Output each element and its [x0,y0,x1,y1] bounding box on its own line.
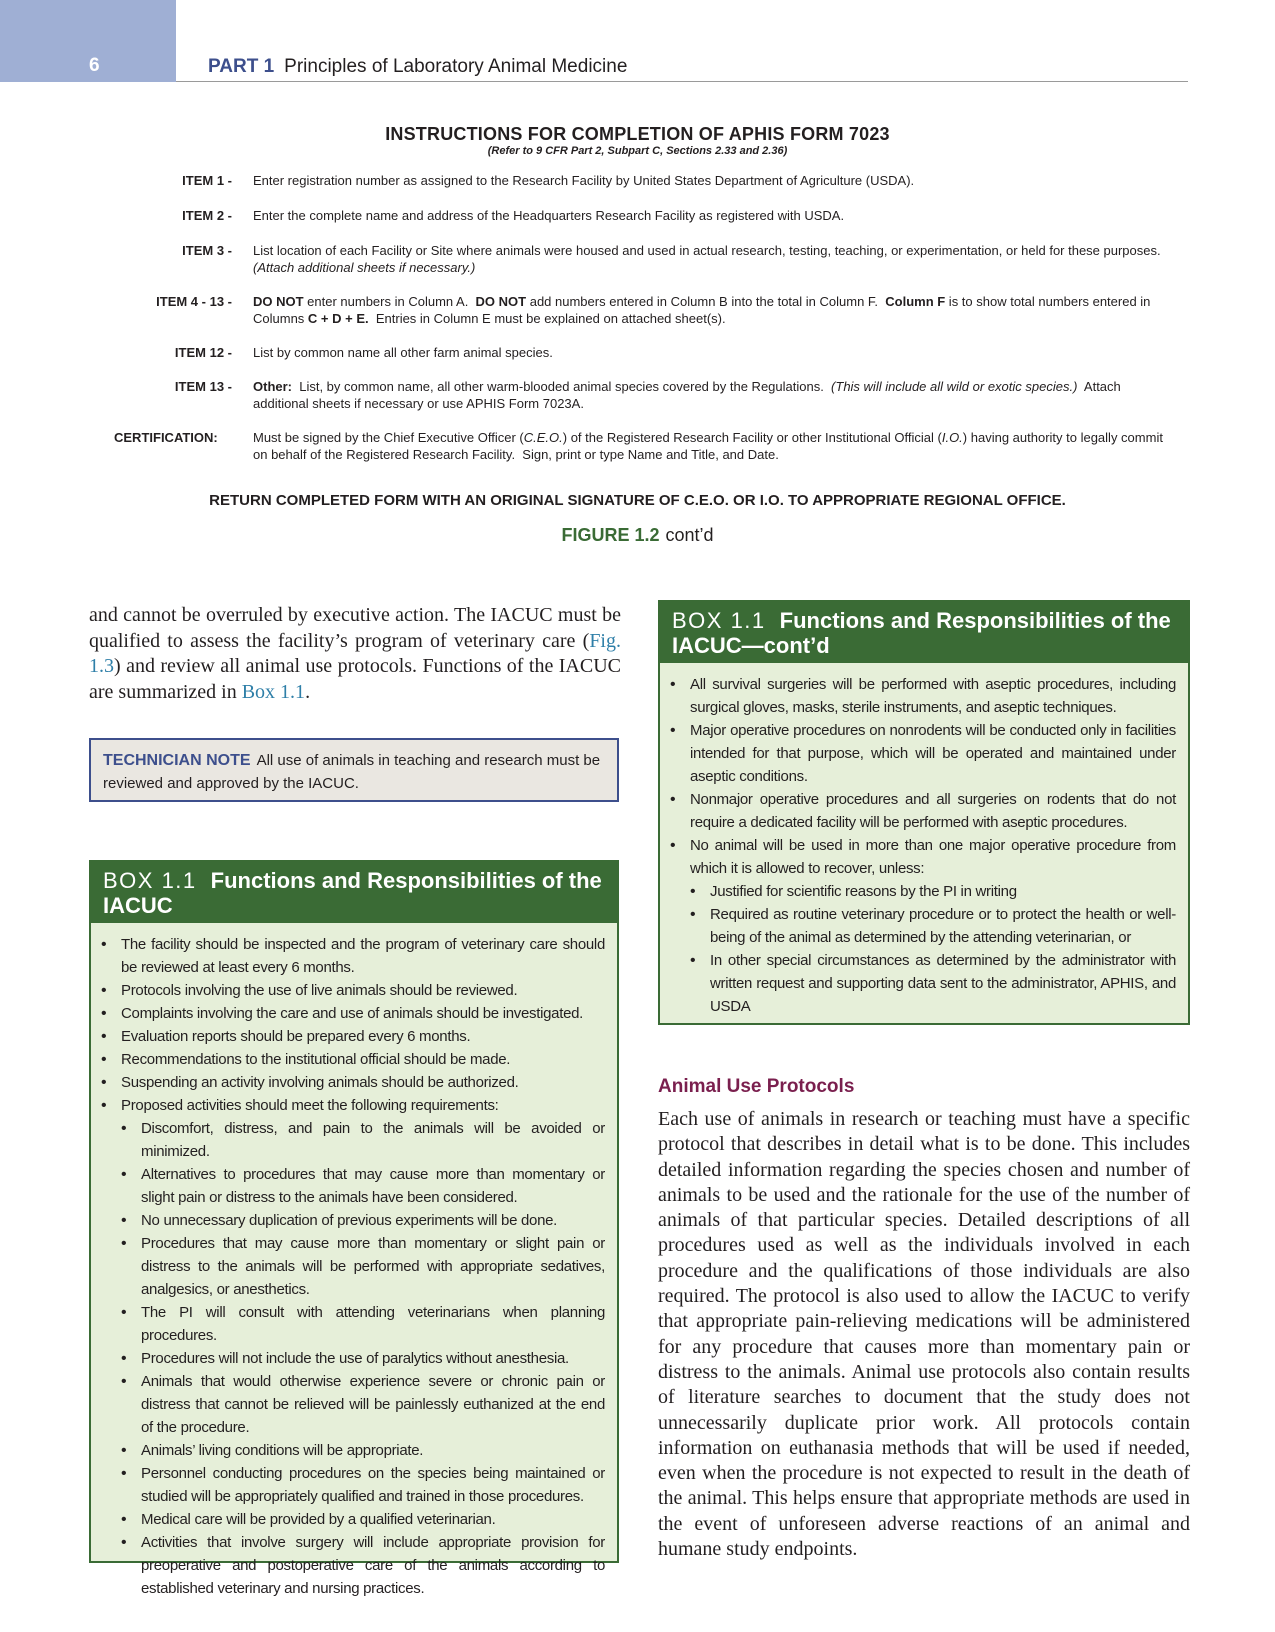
box-list [91,923,617,1606]
list-item: • Major operative procedures on nonrodents will be conducted only in facilities intended for that purpose, which will be operated and maintained under aseptic conditions. [690,719,1176,788]
list-item: • Suspending an activity involving animals should be authorized. [121,1071,605,1094]
item-text: Enter the complete name and address of the Headquarters Research Facility as registered with USDA. [253,208,845,223]
list-item: • Proposed activities should meet the following requirements: [121,1094,605,1117]
box-title: Functions and Responsibilities of the IACUC [103,868,602,918]
page-number: 6 [89,55,100,76]
certification-label: CERTIFICATION: [114,430,218,445]
box-number: BOX 1.1 [103,868,197,893]
item-text: Must be signed by the Chief Executive Officer (C.E.O.) of the Registered Research Facility or other Institutional Official (I.O.) having authority to legally commit on behalf of the Registered Research Facility. Sign, print or type Name and Title, and Date. [253,430,1163,462]
page-number-tab [0,0,176,82]
box-list [660,663,1188,1024]
section-heading: Animal Use Protocols [658,1076,855,1097]
sub-list [690,880,1176,1018]
box-number: BOX 1.1 [672,608,766,633]
sub-list-item: • In other special circumstances as determined by the administrator with written request and supporting data sent to the administrator, APHIS, and USDA [710,949,1176,1018]
technician-note-text: All use of animals in teaching and research must be reviewed and approved by the IACUC. [103,752,601,792]
sub-list-item: • Procedures will not include the use of paralytics without anesthesia. [141,1347,605,1370]
sub-list-item: • Personnel conducting procedures on the species being maintained or studied will be appropriately qualified and trained in those procedures. [141,1462,605,1508]
box-header [91,862,617,923]
item-text: Other: List, by common name, all other warm-blooded animal species covered by the Regulations. (This will include all wild or exotic species.) Attach additional sheets if necessary or use APHIS Form 7023A. [253,379,1121,411]
sub-list-item: • Medical care will be provided by a qualified veterinarian. [141,1508,605,1531]
list-item: • No animal will be used in more than one major operative procedure from which it is allowed to recover, unless: [690,834,1176,880]
header-rule [176,81,1188,82]
figure-label: FIGURE 1.2 [561,525,660,545]
box-1-1-link[interactable]: Box 1.1 [241,680,306,703]
list-item: • Recommendations to the institutional official should be made. [121,1048,605,1071]
figure-suffix: cont’d [665,525,714,545]
sub-list [121,1117,605,1600]
part-title: Principles of Laboratory Animal Medicine [284,56,628,77]
list-item: • Nonmajor operative procedures and all surgeries on rodents that do not require a dedicated facility will be performed with aseptic procedures. [690,788,1176,834]
item-text: List by common name all other farm animal species. [253,345,553,360]
sub-list-item: • Discomfort, distress, and pain to the animals will be avoided or minimized. [141,1117,605,1163]
item-label: ITEM 1 - [182,173,232,188]
item-text: DO NOT enter numbers in Column A. DO NOT add numbers entered in Column B into the total in Column F. Column F is to show total numbers entered in Columns C + D + E. Entries in Column E must be explained on attached sheet(s). [253,294,1151,326]
list-item: • Complaints involving the care and use of animals should be investigated. [121,1002,605,1025]
body-paragraph-right: Each use of animals in research or teaching must have a specific protocol that describes in detail what is to be done. This includes detailed information regarding the species chosen and number of animals to be used and the rationale for the use of the number of animals of that particular species. Detailed descriptions of all procedures used as well as the individuals involved in each procedure and the qualifications of those individuals are also required. The protocol is also used to allow the IACUC to verify that appropriate pain-relieving medications will be administered for any procedure that causes more than momentary pain or distress to the animals. Animal use protocols also contain results of literature searches to document that the study does not unnecessarily duplicate prior work. All protocols contain information on euthanasia methods that will be used if needed, even when the procedure is not expected to result in the death of the animal. This helps ensure that appropriate methods are used in the event of unforeseen adverse reactions of an animal and humane study endpoints. [658,1108,1190,1561]
sub-list-item: • Activities that involve surgery will include appropriate provision for preoperative and postoperative care of the animals according to established veterinary and nursing practices. [141,1531,605,1600]
sub-list-item: • Justified for scientific reasons by the PI in writing [710,880,1176,903]
item-label: ITEM 2 - [182,208,232,223]
item-label: ITEM 12 - [174,345,232,360]
running-header [208,56,627,78]
list-item: • Protocols involving the use of live animals should be reviewed. [121,979,605,1002]
sub-list-item: • Animals that would otherwise experience severe or chronic pain or distress that cannot be relieved will be painlessly euthanized at the end of the procedure. [141,1370,605,1439]
form-title: INSTRUCTIONS FOR COMPLETION OF APHIS FORM 7023 [385,124,890,144]
box-1-1-contd [658,600,1190,1025]
item-label: ITEM 13 - [174,379,232,394]
sub-list-item: • Required as routine veterinary procedure or to protect the health or well-being of the animal as determined by the attending veterinarian, or [710,903,1176,949]
figure-caption [0,525,1275,546]
technician-note [89,738,619,802]
item-text: List location of each Facility or Site where animals were housed and used in actual research, testing, teaching, or experimentation, or held for these purposes. (Attach additional sheets if necessary.) [253,243,1165,275]
item-label: ITEM 4 - 13 - [156,294,232,309]
sub-list-item: • Alternatives to procedures that may cause more than momentary or slight pain or distress to the animals have been considered. [141,1163,605,1209]
return-instruction: RETURN COMPLETED FORM WITH AN ORIGINAL SIGNATURE OF C.E.O. OR I.O. TO APPROPRIATE REGIONAL OFFICE. [209,492,1066,509]
sub-list-item: • Procedures that may cause more than momentary or slight pain or distress to the animals will be performed with appropriate sedatives, analgesics, or anesthetics. [141,1232,605,1301]
item-label: ITEM 3 - [182,243,232,258]
technician-note-label: TECHNICIAN NOTE [103,752,251,769]
box-header [660,602,1188,663]
form-subtitle: (Refer to 9 CFR Part 2, Subpart C, Sections 2.33 and 2.36) [487,145,788,157]
sub-list-item: • No unnecessary duplication of previous experiments will be done. [141,1209,605,1232]
sub-list-item: • The PI will consult with attending veterinarians when planning procedures. [141,1301,605,1347]
body-paragraph-left: and cannot be overruled by executive action. The IACUC must be qualified to assess the facility’s program of veterinary care (Fig. 1.3) and review all animal use protocols. Functions of the IACUC are summarized in Box 1.1. [89,604,621,703]
list-item: • All survival surgeries will be performed with aseptic procedures, including surgical gloves, masks, sterile instruments, and aseptic techniques. [690,673,1176,719]
box-1-1 [89,860,619,1597]
item-text: Enter registration number as assigned to the Research Facility by United States Department of Agriculture (USDA). [253,173,915,188]
sub-list-item: • Animals’ living conditions will be appropriate. [141,1439,605,1462]
fig-1-3-link[interactable]: Fig. 1.3 [89,629,621,677]
list-item: • The facility should be inspected and the program of veterinary care should be reviewed at least every 6 months. [121,933,605,979]
list-item: • Evaluation reports should be prepared every 6 months. [121,1025,605,1048]
box-title: Functions and Responsibilities of the IACUC—cont’d [672,608,1171,658]
part-label: PART 1 [208,56,275,77]
